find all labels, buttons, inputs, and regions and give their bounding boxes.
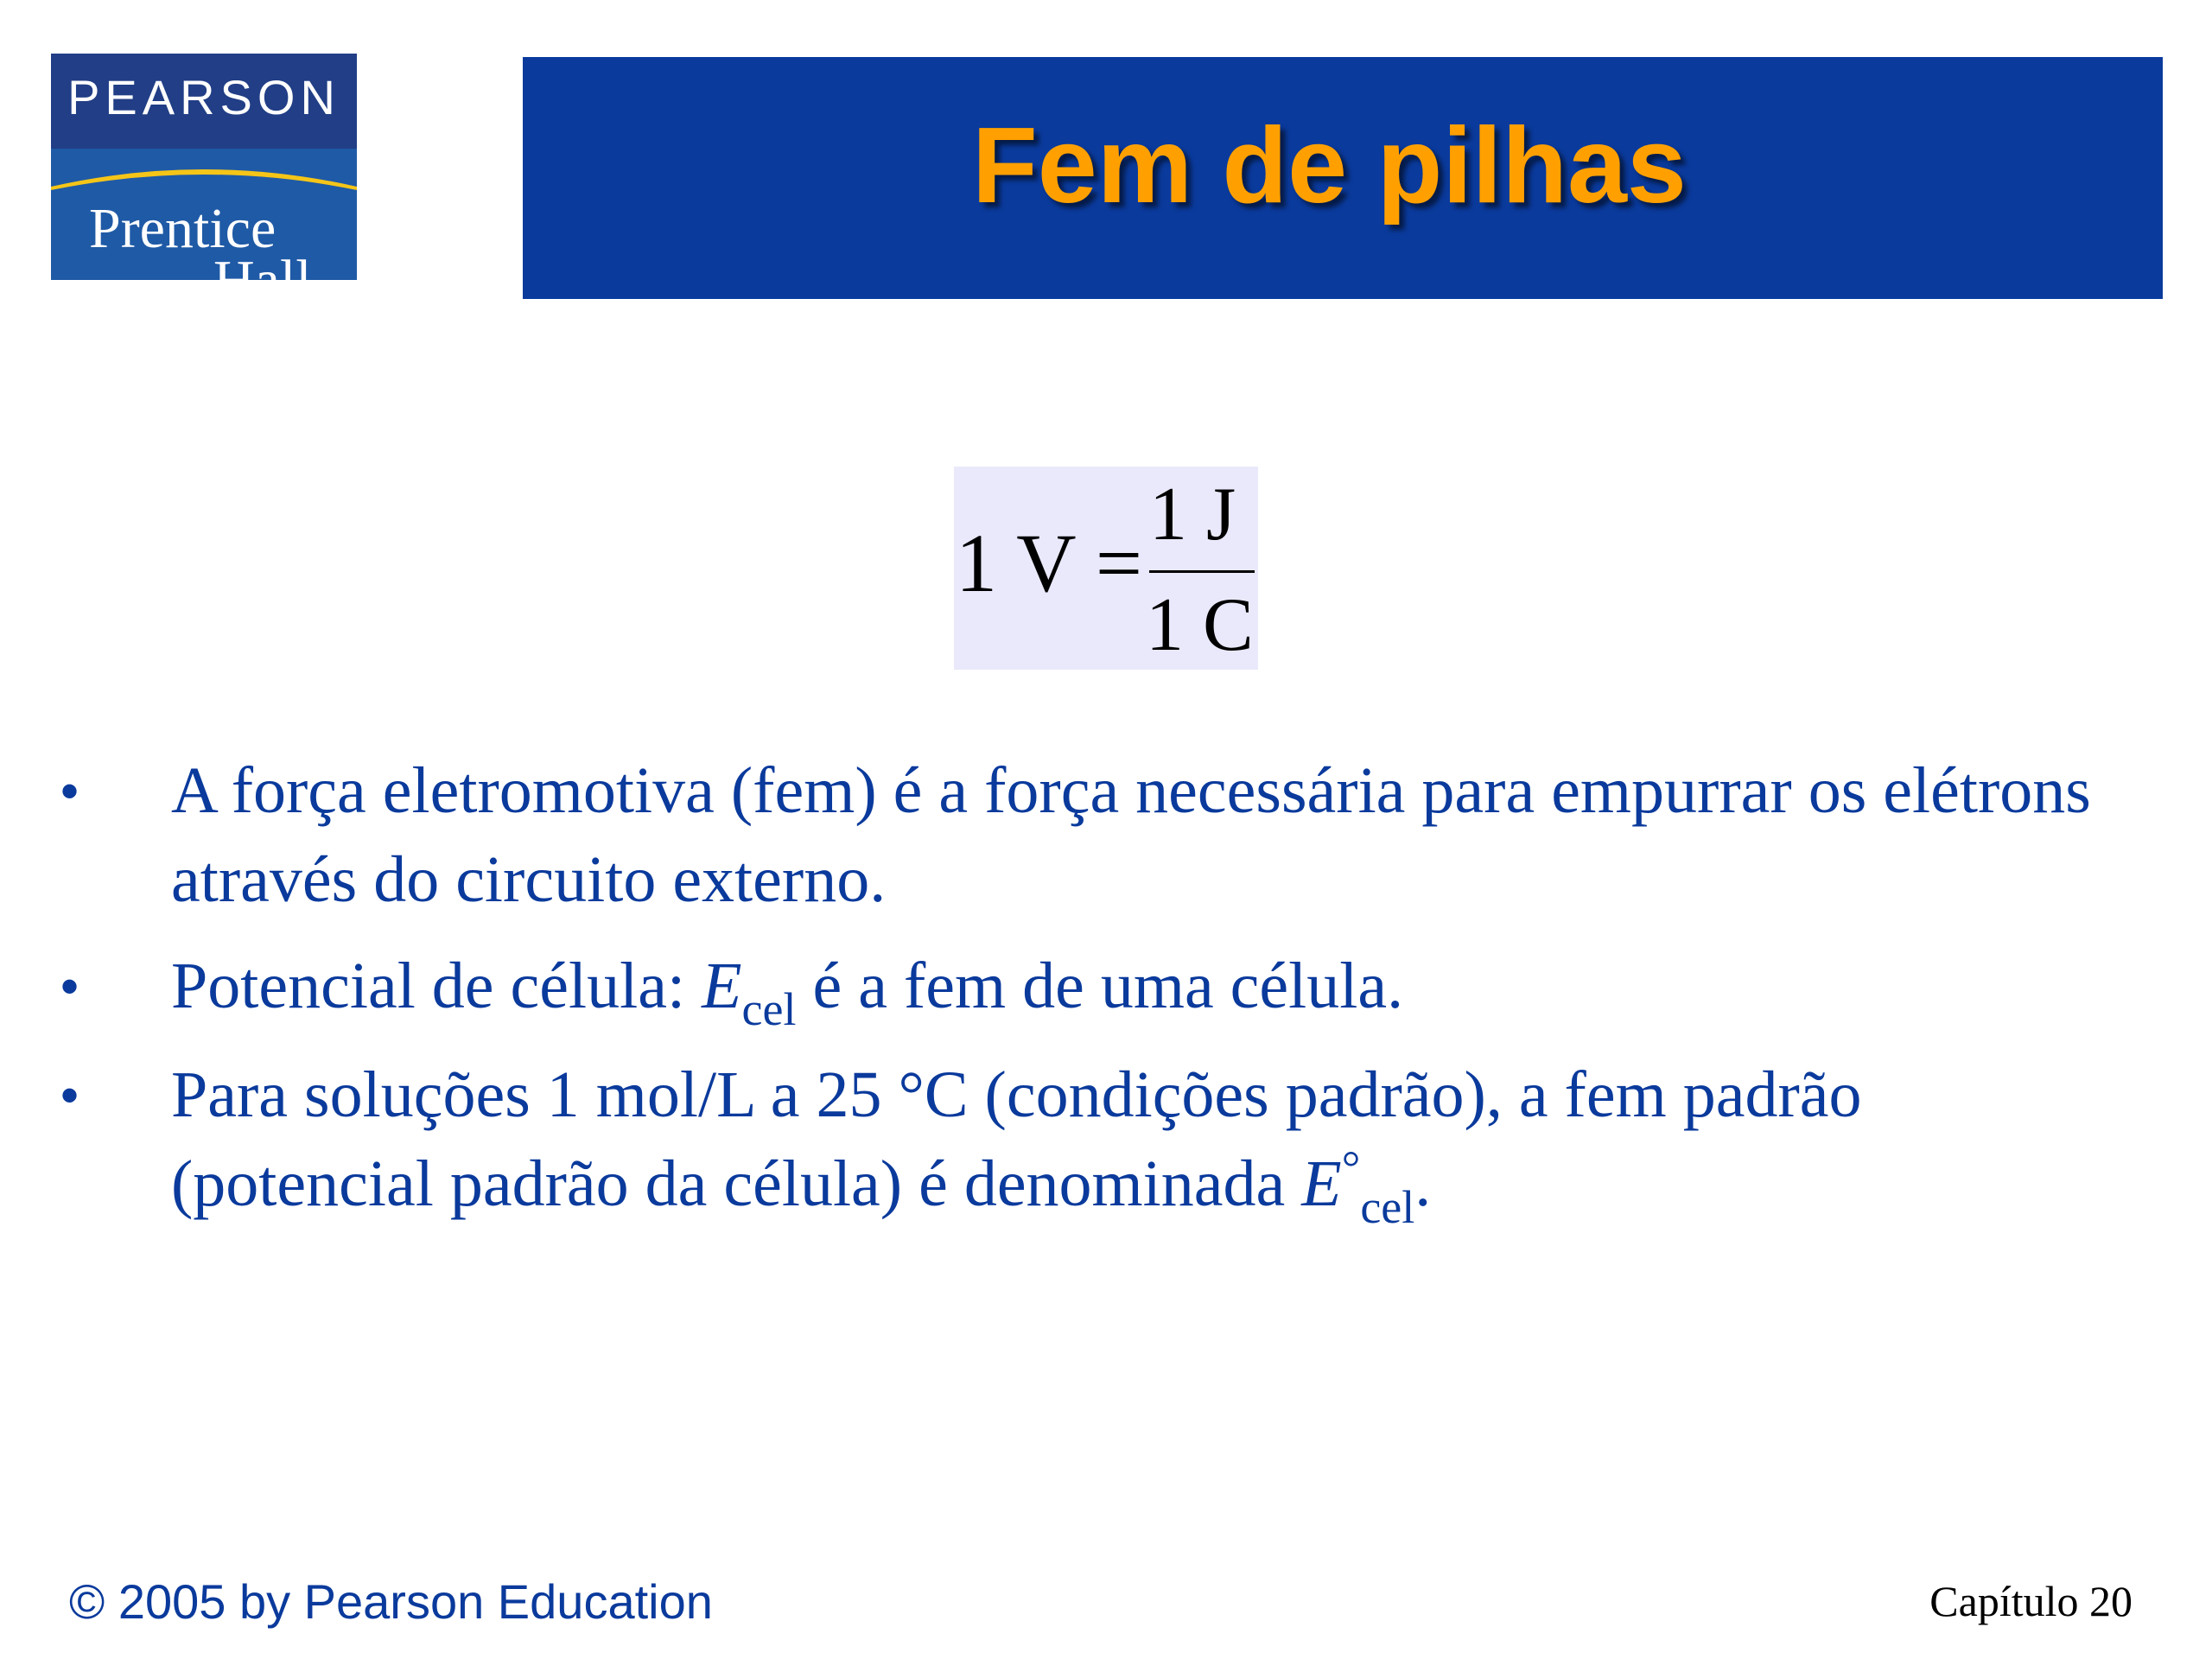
standard-potential-symbol: E: [1301, 1147, 1342, 1220]
logo-imprint-line1: Prentice: [89, 197, 276, 260]
footer-copyright: © 2005 by Pearson Education: [69, 1574, 713, 1629]
bullet-text-suffix: é a fem de uma célula.: [796, 950, 1404, 1022]
bullet-text-prefix: Para soluções 1 mol/L a 25 °C (condições padrão), a fem padrão (potencial padrão da célula) é denominada: [171, 1058, 1862, 1220]
logo-imprint-line2: Hall: [213, 249, 312, 312]
cell-potential-symbol: E: [702, 950, 742, 1022]
bullet-icon: •: [60, 762, 79, 820]
equation-numerator: 1 J: [1149, 473, 1236, 556]
bullet-text-suffix: .: [1414, 1147, 1432, 1220]
slide-title: Fem de pilhas: [972, 106, 1687, 226]
logo-wordmark: PEARSON: [67, 70, 340, 124]
equation-volt-definition: [954, 467, 1258, 670]
bullet-icon: •: [60, 957, 79, 1015]
bullet-text: A força eletromotiva (fem) é a força necessária para empurrar os elétrons através do circuito externo.: [171, 754, 2091, 916]
bullet-item: [60, 942, 2133, 1035]
cell-potential-subscript: cel: [741, 983, 797, 1035]
bullet-icon: •: [60, 1066, 79, 1124]
equation-lhs: 1 V =: [956, 517, 1142, 609]
standard-potential-subscript: cel: [1360, 1181, 1415, 1233]
standard-potential-degree: °: [1341, 1141, 1361, 1193]
bullet-text-prefix: Potencial de célula:: [171, 950, 702, 1022]
bullet-item: [60, 747, 2133, 925]
pearson-prentice-hall-logo: [51, 54, 357, 312]
equation-fraction-bar: [1149, 570, 1255, 573]
bullet-item: [60, 1051, 2133, 1233]
footer-chapter: Capítulo 20: [1929, 1577, 2133, 1625]
equation-denominator: 1 C: [1146, 583, 1254, 667]
logo-arc-icon: [51, 164, 357, 190]
